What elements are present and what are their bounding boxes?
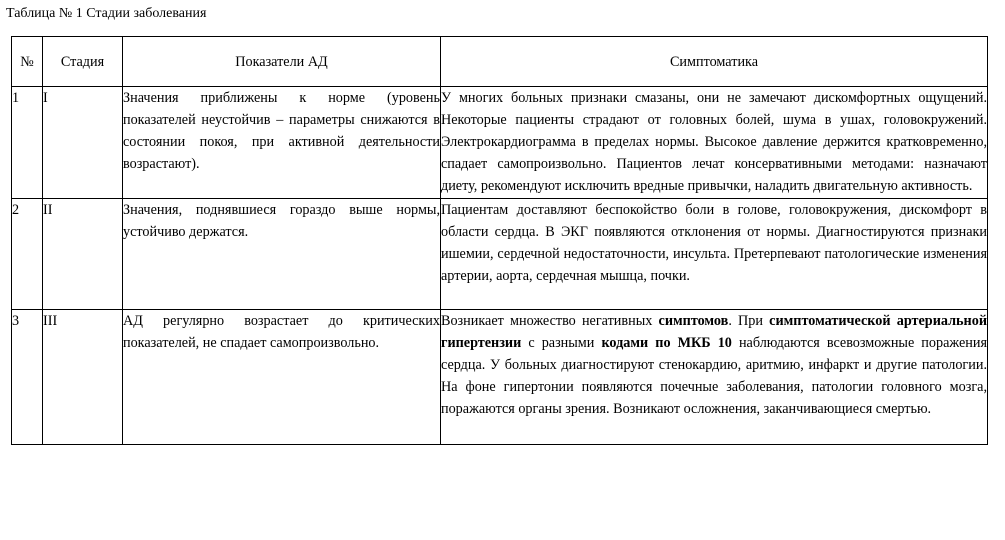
row-num: 3 [12, 310, 43, 445]
row-symptoms [441, 310, 988, 445]
table-row [12, 87, 988, 199]
row-stage: I [43, 87, 123, 199]
table-row [12, 199, 988, 310]
row-bp: АД регулярно возрастает до критических показателей, не спадает самопроизвольно. [123, 310, 441, 445]
row-num: 1 [12, 87, 43, 199]
symptoms-link-bold: симптомов [658, 313, 729, 329]
header-num: № [12, 37, 43, 87]
row-symptoms: Пациентам доставляют беспокойство боли в голове, головокружения, дискомфорт в области сердца. В ЭКГ появляются отклонения от нормы. Диагностируются признаки ишемии, сердечной недостаточности, инсульта. Претерпевают патологические изменения артерии, аорта, сердечная мышца, почки. [441, 199, 988, 310]
row-num: 2 [12, 199, 43, 310]
symptoms-link-bold: кодами по МКБ 10 [601, 335, 732, 351]
stages-table [11, 36, 988, 445]
row-stage: II [43, 199, 123, 310]
table-row [12, 310, 988, 445]
symptoms-text: наблюдаются всевозможные поражения сердца. У больных диагностируют стенокардию, аритмию, инфаркт и другие патологии. На фоне гипертонии появляются почечные заболевания, патологии головного мозга, поражаются органы зрения. Возникают осложнения, заканчивающиеся смертью. [441, 335, 987, 417]
symptoms-text: с разными [521, 335, 602, 351]
table-caption: Таблица № 1 Стадии заболевания [6, 6, 207, 21]
symptoms-text: . При [728, 313, 770, 329]
header-stage: Стадия [43, 37, 123, 87]
header-symptoms: Симптоматика [441, 37, 988, 87]
row-symptoms: У многих больных признаки смазаны, они не замечают дискомфортных ощущений. Некоторые пациенты страдают от головных болей, шума в ушах, головокружений. Электрокардиограмма в пределах нормы. Высокое давление держится кратковременно, спадает самопроизвольно. Пациентов лечат консервативными методами: назначают диету, рекомендуют исключить вредные привычки, наладить двигательную активность. [441, 87, 988, 199]
row-stage: III [43, 310, 123, 445]
row-bp: Значения приближены к норме (уровень показателей неустойчив – параметры снижаются в состоянии покоя, при активной деятельности возрастают). [123, 87, 441, 199]
header-bp: Показатели АД [123, 37, 441, 87]
symptoms-text: Возникает множество негативных [441, 313, 659, 329]
row-bp: Значения, поднявшиеся гораздо выше нормы, устойчиво держатся. [123, 199, 441, 310]
symptoms-link-bold: симптоматической артериальной гипертензии [441, 313, 987, 351]
table-header-row [12, 37, 988, 87]
